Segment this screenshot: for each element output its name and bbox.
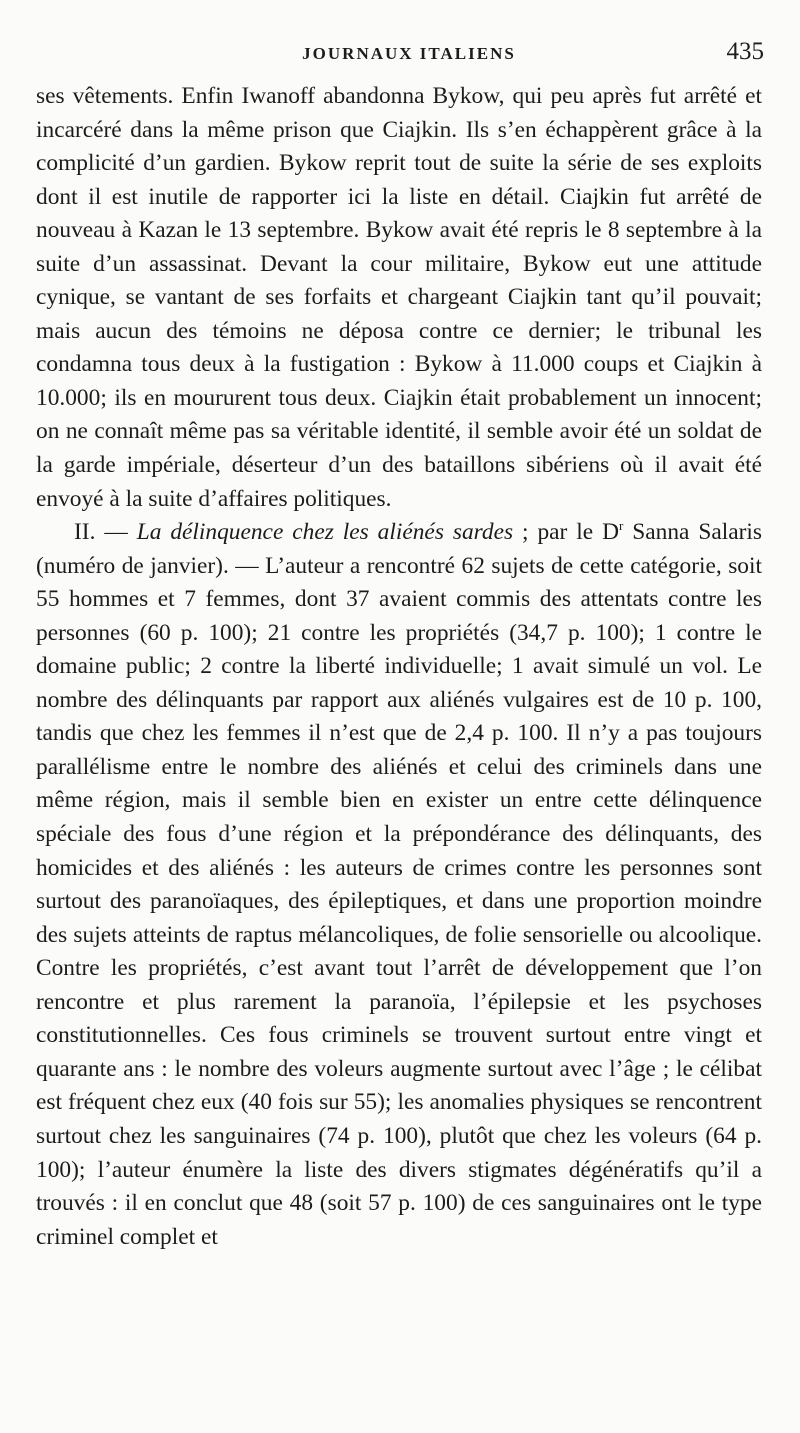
author-abbreviation-superscript: r: [618, 518, 624, 534]
section-number: II. —: [74, 519, 137, 546]
section-title-suffix: ; par le: [513, 519, 603, 546]
author-abbreviation: [602, 519, 623, 545]
running-title: JOURNAUX ITALIENS: [302, 44, 516, 63]
running-head: [48, 34, 770, 74]
section-title: La délinquence chez les aliénés sardes: [136, 519, 514, 546]
page-number: 435: [726, 38, 764, 65]
body-text: [36, 80, 762, 1254]
author-abbreviation-letter: D: [602, 519, 619, 546]
section-body-text: Sanna Salaris (numéro de janvier). — L’auteur a rencontré 62 sujets de cette catégorie, soit 55 hommes et 7 femmes, dont 37 avaient commis des attentats contre les personnes (60 p. 100); 21 contre les propriétés (34,7 p. 100); 1 contre le domaine public; 2 contre la liberté individuelle; 1 avait simulé un vol. Le nombre des délinquants par rapport aux aliénés vulgaires est de 10 p. 100, tandis que chez les femmes il n’est que de 2,4 p. 100. Il n’y a pas toujours parallélisme entre le nombre des aliénés et celui des criminels dans une même région, mais il semble bien en exister un entre cette délinquence spéciale des fous d’une région et la prépondérance des délinquants, des homicides et des aliénés : les auteurs de crimes contre les personnes sont surtout des paranoïaques, des épileptiques, et dans une proportion moindre des sujets atteints de raptus mélancoliques, de folie sensorielle ou alcoolique. Contre les propriétés, c’est avant tout l’arrêt de développement que l’on rencontre et plus rarement la paranoïa, l’épilepsie et les psychoses constitutionnelles. Ces fous criminels se trouvent surtout entre vingt et quarante ans : le nombre des voleurs augmente surtout avec l’âge ; le célibat est fréquent chez eux (40 fois sur 55); les anomalies physiques se rencontrent surtout chez les sanguinaires (74 p. 100), plutôt que chez les voleurs (64 p. 100); l’auteur énumère la liste des divers stigmates dégénératifs qu’il a trouvés : il en conclut que 48 (soit 57 p. 100) de ces sanguinaires ont le type criminel complet et: [36, 519, 763, 1250]
paragraph-section-2: [36, 516, 762, 1254]
paragraph-continued: ses vêtements. Enfin Iwanoff abandonna Bykow, qui peu après fut arrêté et incarcéré dans la même prison que Ciajkin. Ils s’en échappèrent grâce à la complicité d’un gardien. Bykow reprit tout de suite la série de ses exploits dont il est inutile de rapporter ici la liste en détail. Ciajkin fut arrêté de nouveau à Kazan le 13 septembre. Bykow avait été repris le 8 septembre à la suite d’un assassinat. Devant la cour militaire, Bykow eut une attitude cynique, se vantant de ses forfaits et chargeant Ciajkin tant qu’il pouvait; mais aucun des témoins ne déposa contre ce dernier; le tribunal les condamna tous deux à la fustigation : Bykow à 11.000 coups et Ciajkin à 10.000; ils en moururent tous deux. Ciajkin était probablement un innocent; on ne connaît même pas sa véritable identité, il semble avoir été un soldat de la garde impériale, déserteur d’un des bataillons sibériens où il avait été envoyé à la suite d’affaires politiques.: [36, 83, 762, 512]
